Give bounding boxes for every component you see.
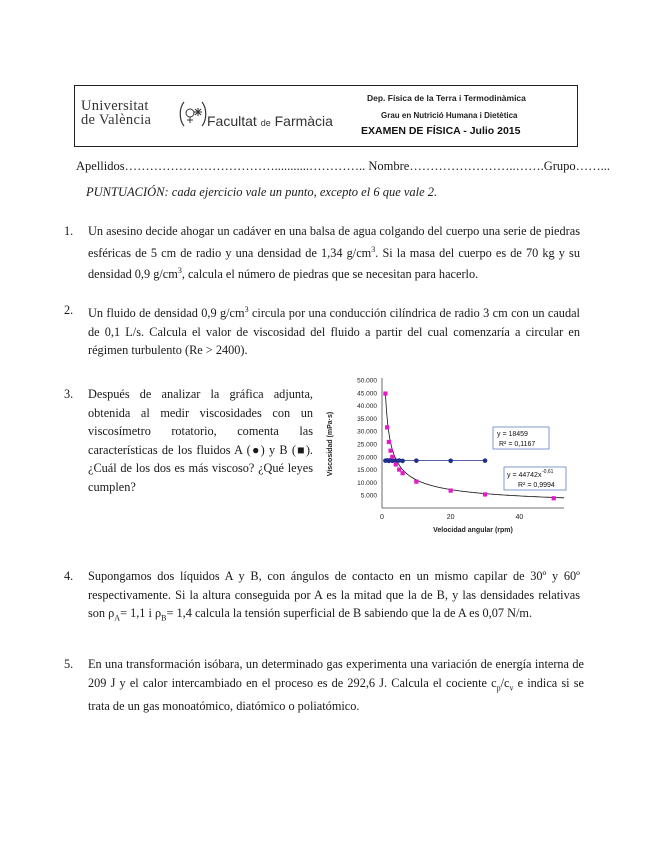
y-tick-label: 45.000 <box>357 390 377 398</box>
series-b-point <box>390 455 394 459</box>
q4-text-2: = 1,1 i ρ <box>120 606 162 620</box>
series-b-point <box>394 462 398 466</box>
surname-field[interactable]: ………………………………...........………….. <box>124 159 366 173</box>
q5-text-2: /c <box>500 675 510 690</box>
question-3 <box>88 385 313 496</box>
faculty-de: de <box>260 118 271 128</box>
faculty-name <box>207 113 333 129</box>
x-axis-title: Velocidad angular (rpm) <box>433 527 513 534</box>
degree-name: Grau en Nutrició Humana i Dietètica <box>381 111 518 120</box>
student-info-line <box>76 159 610 174</box>
series-b-r2: R² = 0,9994 <box>518 482 555 489</box>
q1-sup-1: 3 <box>371 244 376 254</box>
question-2 <box>88 301 580 360</box>
q3-text-2: ) y B ( <box>260 442 296 457</box>
university-line2: de València <box>81 112 152 128</box>
department-name: Dep. Física de la Terra i Termodinàmica <box>367 93 526 103</box>
faculty-word1: Facultat <box>207 113 257 129</box>
series-b-point <box>383 391 387 395</box>
surname-label: Apellidos <box>76 159 125 173</box>
y-tick-label: 50.000 <box>357 377 377 385</box>
x-tick-label: 0 <box>380 514 384 521</box>
q1-text-3: , calcula el número de piedras que se necesitan para hacerlo. <box>181 267 479 282</box>
x-tick-label: 20 <box>446 514 455 521</box>
exam-header <box>74 85 578 147</box>
question-4 <box>88 567 580 628</box>
q4-sub-a: A <box>114 613 121 623</box>
q2-text-2: circula por una conducción cilíndrica de radio 3 cm con un caudal de 0,1 L/s. Calcula el valor de viscosidad del fluido a partir del cual comenzaría a circular en régimen turbulento (Re > 2400). <box>88 306 580 358</box>
name-label: Nombre <box>368 159 410 173</box>
series-b-point <box>387 440 391 444</box>
faculty-word2: Farmàcia <box>274 113 333 129</box>
q1-sup-2: 3 <box>177 266 182 276</box>
fluid-a-symbol: ● <box>250 442 261 457</box>
y-tick-label: 35.000 <box>357 415 377 423</box>
q3-text-1: Después de analizar la gráfica adjunta, obtenida al medir viscosidades con un viscosímetro rotatorio, comenta las características de los fluidos A ( <box>88 387 313 457</box>
scoring-note <box>86 185 437 200</box>
series-b-point <box>388 449 392 453</box>
series-b-point <box>385 425 389 429</box>
question-4-number: 4. <box>64 569 74 583</box>
series-a-r2: R² = 0,1167 <box>499 441 536 448</box>
question-5-number: 5. <box>64 657 74 671</box>
q5-text-1: En una transformación isóbara, un determinado gas experimenta una variación de energía interna de 209 J y el calor intercambiado en el proceso es de 292,6 J. Calcula el cociente c <box>88 657 584 690</box>
series-b-point <box>552 496 556 500</box>
y-tick-label: 30.000 <box>357 428 377 436</box>
q1-text-1: Un asesino decide ahogar un cadáver en una balsa de agua colgando del cuerpo una serie de piedras esféricas de 5 cm de radio y una densidad de 1,34 g/cm <box>88 224 580 260</box>
series-a-point <box>483 458 488 463</box>
y-tick-label: 15.000 <box>357 467 377 475</box>
q4-text-3: = 1,4 calcula la tensión superficial de B sabiendo que la de A es 0,07 N/m. <box>166 606 533 620</box>
exam-title: EXAMEN DE FÍSICA - Julio 2015 <box>361 125 521 137</box>
q1-text-2: . Si la masa del cuerpo es de 70 kg y su densidad 0,9 g/cm <box>88 245 580 282</box>
series-b-point <box>401 471 405 475</box>
fluid-b-symbol: ■ <box>295 442 306 457</box>
university-emblem-icon <box>178 100 208 128</box>
viscosity-chart <box>318 372 578 540</box>
group-label: Grupo <box>543 159 576 173</box>
series-b-equation-exponent: -0,61 <box>542 469 554 475</box>
y-tick-label: 10.000 <box>357 479 377 487</box>
series-a-equation: y = 18459 <box>497 431 528 438</box>
question-1 <box>88 222 580 284</box>
series-b-equation: y = 44742x <box>507 472 542 479</box>
series-b-point <box>397 468 401 472</box>
y-tick-label: 5.000 <box>360 492 377 500</box>
y-tick-label: 40.000 <box>357 403 377 411</box>
q5-sub-v: v <box>509 682 514 692</box>
q5-text-3: e indica si se trata de un gas monoatómico, diatómico o poliatómico. <box>88 675 584 714</box>
x-tick-label: 40 <box>515 514 524 521</box>
scoring-text: cada ejercicio vale un punto, excepto el 6 que vale 2. <box>171 185 438 199</box>
series-a-point <box>414 458 419 463</box>
q5-sub-p: p <box>496 682 501 692</box>
series-a-point <box>448 458 453 463</box>
question-3-number: 3. <box>64 387 74 401</box>
q3-text-3: ). ¿Cuál de los dos es más viscoso? ¿Qué leyes cumplen? <box>88 442 313 494</box>
y-tick-label: 20.000 <box>357 454 377 462</box>
series-b-point <box>449 488 453 492</box>
question-5 <box>88 655 584 716</box>
q4-text-1: Supongamos dos líquidos A y B, con ángulos de contacto en un mismo capilar de 30º y 60º respectivamente. Si la altura conseguida por A es la mitad que la de B, y las densidades relativas son ρ <box>88 569 580 620</box>
y-tick-label: 25.000 <box>357 441 377 449</box>
q2-sup-1: 3 <box>244 305 249 314</box>
question-2-number: 2. <box>64 303 74 317</box>
y-axis-title: Viscosidad (mPa·s) <box>327 411 334 477</box>
scoring-label: PUNTUACIÓN: <box>86 185 169 199</box>
university-line1: Universitat <box>81 98 149 114</box>
q2-text-1: Un fluido de densidad 0,9 g/cm <box>88 306 245 321</box>
university-logo-text <box>81 99 151 127</box>
group-field[interactable]: ……... <box>575 159 611 173</box>
series-b-point <box>414 480 418 484</box>
series-a-point <box>400 459 405 464</box>
question-1-number: 1. <box>64 224 74 238</box>
name-field[interactable]: ……………………..……. <box>409 159 544 173</box>
q4-sub-b: B <box>161 613 167 623</box>
series-b-point <box>483 492 487 496</box>
